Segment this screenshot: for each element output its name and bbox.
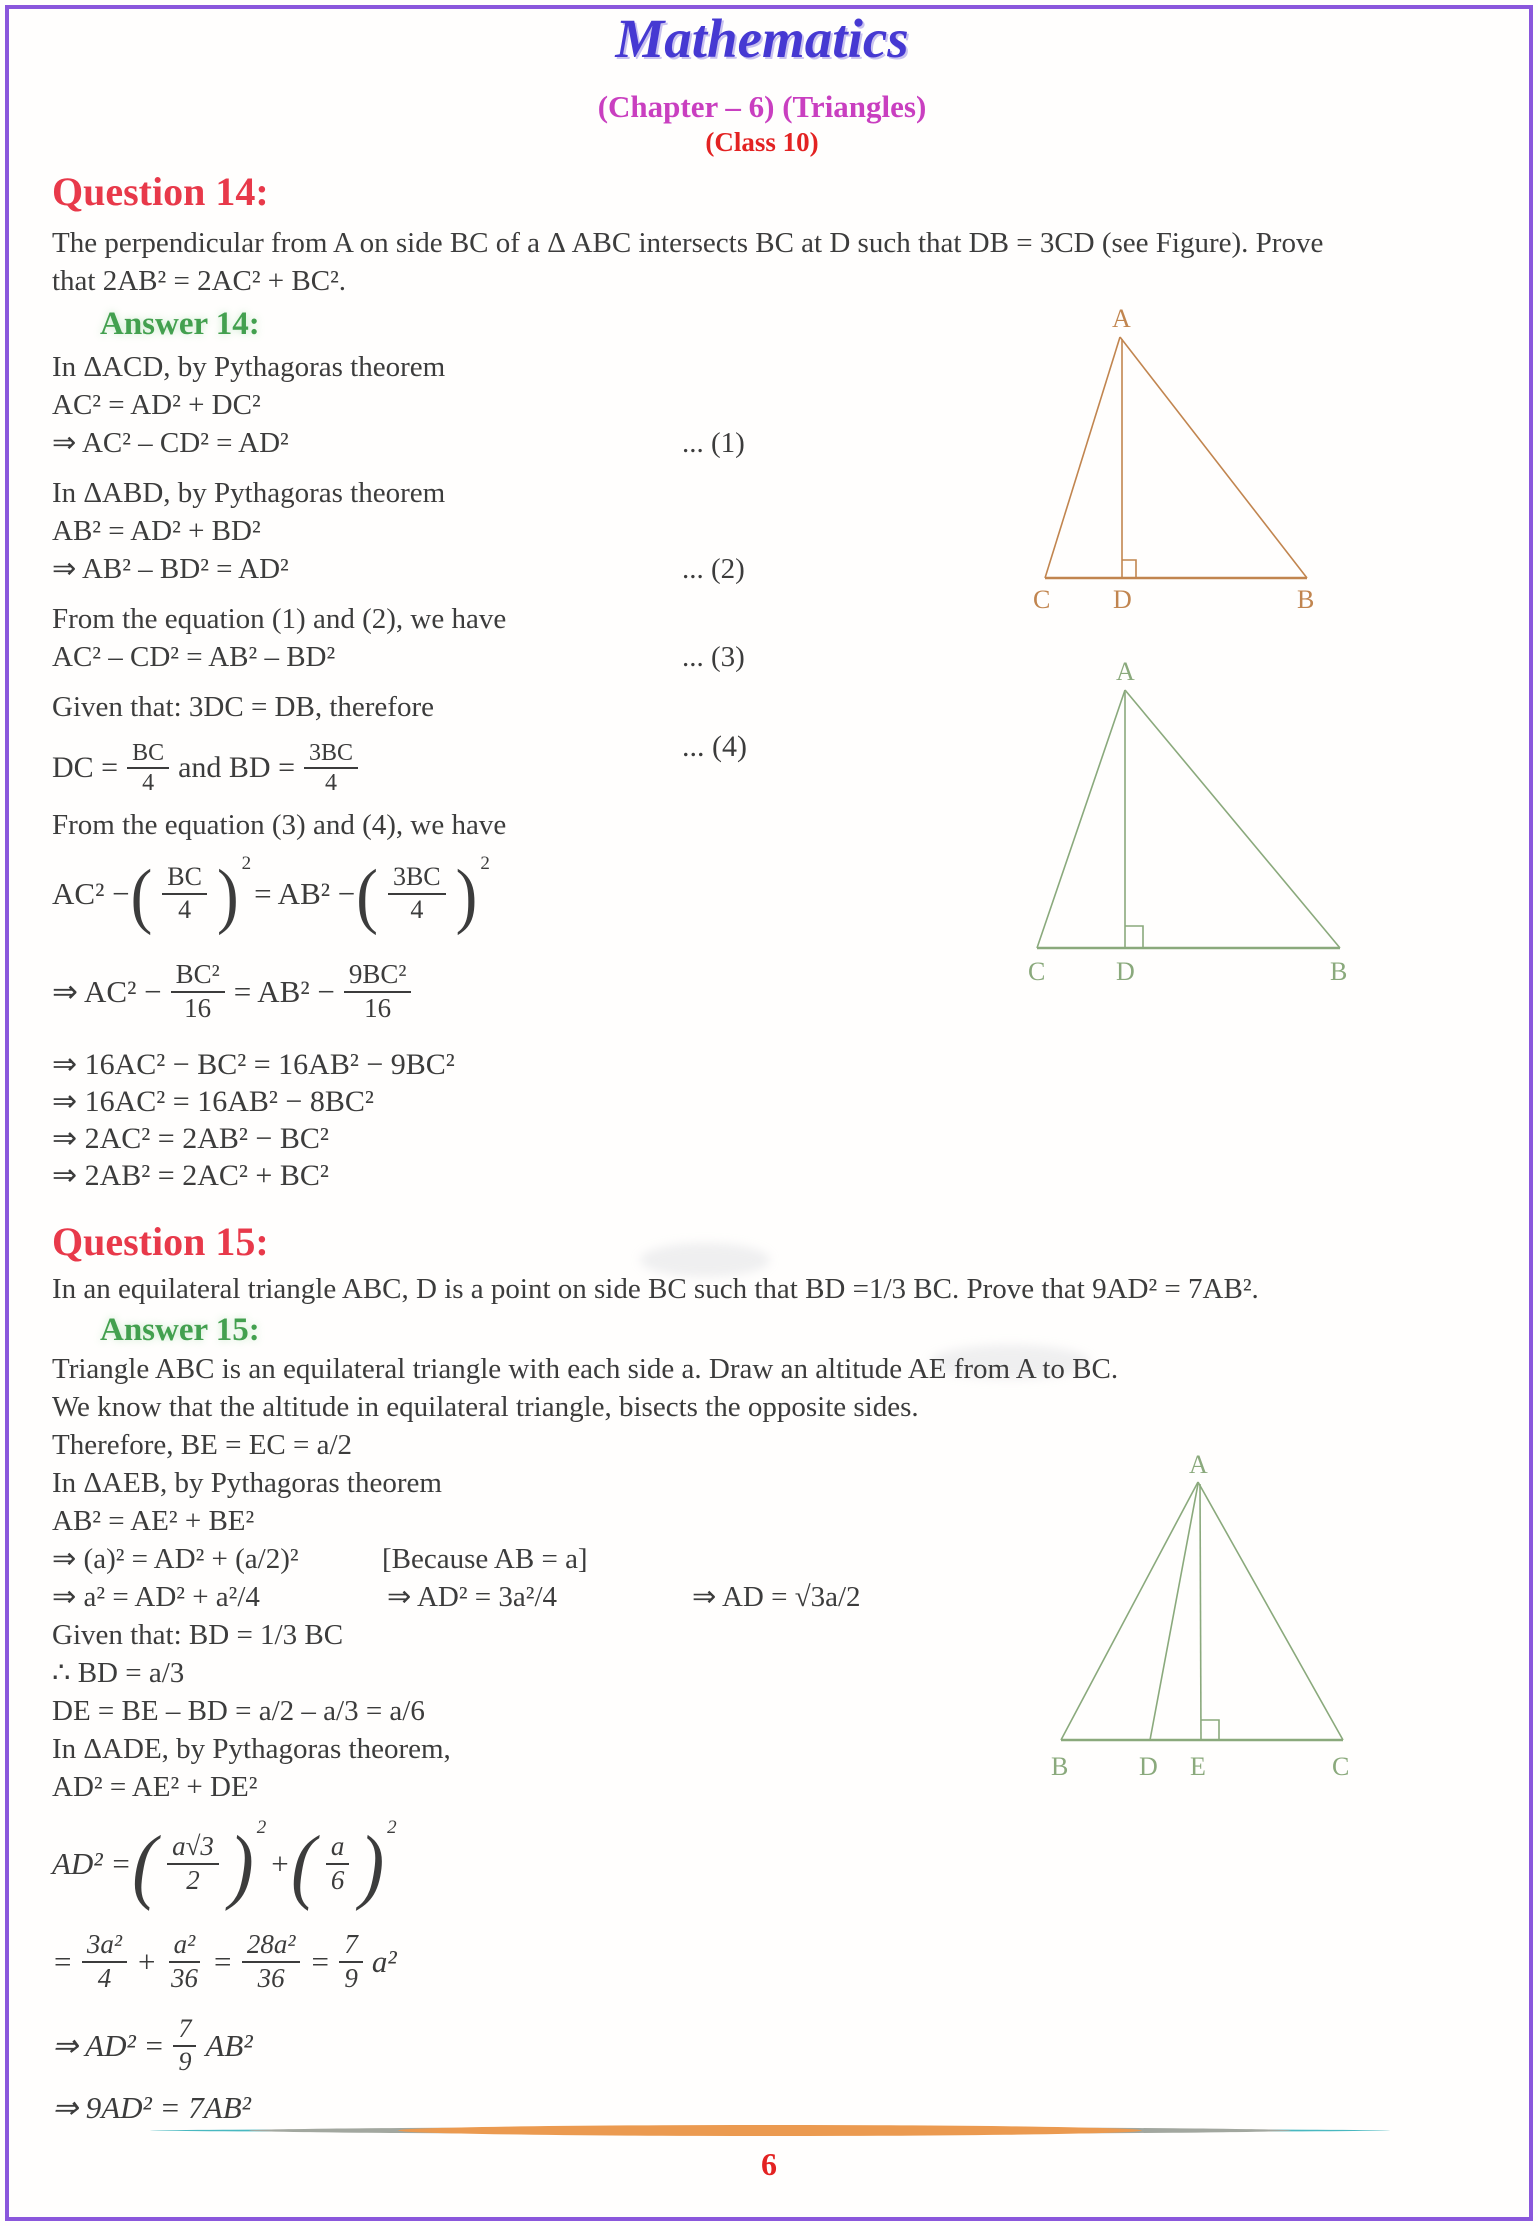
right-angle-mark	[1201, 1720, 1219, 1740]
q15-line: Triangle ABC is an equilateral triangle with each side a. Draw an altitude AE from A to BC.	[52, 1353, 1119, 1385]
equation-ref-2: ... (2)	[682, 553, 745, 585]
fraction-denominator: 4	[142, 770, 155, 796]
math-text: AC² −	[52, 876, 130, 911]
fraction-numerator: 3a²	[82, 1929, 127, 1963]
fraction-numerator: 3BC	[304, 739, 358, 769]
q15-line: AB² = AE² + BE²	[52, 1505, 255, 1537]
q14-line: From the equation (3) and (4), we have	[52, 809, 507, 841]
class-subtitle: (Class 10)	[705, 127, 819, 157]
math-text: +	[269, 1846, 291, 1881]
exponent: 2	[256, 1817, 267, 1838]
exponent: 2	[241, 853, 252, 874]
side-ab	[1120, 337, 1307, 578]
q15-equation: ⇒ AD = √3a/2	[692, 1581, 861, 1613]
figure-q14-triangle-2	[1008, 650, 1358, 995]
fraction-numerator: 3BC	[388, 862, 446, 895]
fraction	[388, 862, 446, 925]
fraction	[339, 1929, 363, 1995]
vertex-label-e: E	[1190, 1752, 1206, 1781]
fraction	[326, 1831, 350, 1897]
side-ca	[1045, 337, 1120, 578]
math-text: = AB² −	[254, 876, 356, 911]
answer-15-heading: Answer 15:	[100, 1312, 260, 1348]
fraction-denominator: 4	[410, 895, 424, 924]
q15-line: DE = BE – BD = a/2 – a/3 = a/6	[52, 1695, 425, 1727]
page-title: Mathematics	[615, 8, 909, 69]
q14-line: ⇒ 2AC² = 2AB² − BC²	[52, 1122, 329, 1155]
fraction-denominator: 9	[344, 1963, 358, 1993]
math-text: and BD =	[178, 751, 296, 784]
q15-line: ∴ BD = a/3	[52, 1657, 185, 1689]
q15-line: We know that the altitude in equilateral triangle, bisects the opposite sides.	[52, 1391, 919, 1423]
fraction-denominator: 16	[184, 993, 212, 1023]
fraction-numerator: 7	[173, 2014, 196, 2047]
fraction-denominator: 4	[178, 895, 192, 924]
math-text: =	[211, 1944, 233, 1979]
equation-ref-4: ... (4)	[682, 730, 747, 763]
fraction	[173, 2014, 196, 2077]
side-ac	[1198, 1482, 1343, 1740]
equation-ref-3: ... (3)	[682, 641, 745, 673]
answer-14-heading: Answer 14:	[100, 306, 260, 342]
q15-math-line-3	[52, 2008, 1472, 2084]
q14-line: ⇒ 16AC² − BC² = 16AB² − 9BC²	[52, 1048, 455, 1081]
vertex-label-c: C	[1033, 585, 1051, 614]
side-ab	[1125, 690, 1340, 948]
exponent: 2	[480, 853, 490, 874]
math-text: =	[309, 1944, 331, 1979]
q14-line: In ΔABD, by Pythagoras theorem	[52, 477, 446, 509]
math-text: AB²	[205, 2028, 253, 2063]
math-text: ⇒ AD² =	[52, 2028, 165, 2063]
q14-line: Given that: 3DC = DB, therefore	[52, 691, 434, 723]
q15-equation: ⇒ a² = AD² + a²/4	[52, 1581, 260, 1613]
fraction-numerator: BC	[162, 862, 207, 895]
q15-math-line-4: ⇒ 9AD² = 7AB²	[52, 2090, 251, 2125]
fraction	[171, 959, 225, 1025]
q15-line: Given that: BD = 1/3 BC	[52, 1619, 344, 1651]
q14-equation: ⇒ AB² – BD² = AD²	[52, 553, 289, 585]
side-ca	[1037, 690, 1125, 948]
fraction-numerator: 28a²	[242, 1929, 301, 1963]
q15-equation: ⇒ (a)² = AD² + (a/2)²	[52, 1543, 299, 1575]
fraction-numerator: 9BC²	[344, 959, 412, 993]
fraction-denominator: 36	[257, 1963, 285, 1993]
fraction-denominator: 6	[330, 1865, 345, 1895]
page-number: 6	[761, 2146, 777, 2182]
q14-line: ⇒ 2AB² = 2AC² + BC²	[52, 1159, 329, 1192]
fraction	[82, 1929, 127, 1995]
fraction	[304, 739, 358, 798]
q15-math-line-2	[52, 1918, 1472, 2006]
right-angle-mark	[1125, 926, 1143, 948]
fraction-numerator: a	[326, 1831, 350, 1865]
fraction-numerator: BC	[127, 739, 169, 769]
question-15-heading: Question 15:	[52, 1219, 269, 1264]
vertex-label-a: A	[1112, 304, 1131, 333]
side-ba	[1061, 1482, 1198, 1740]
exponent: 2	[387, 1817, 397, 1838]
cevian-ad	[1150, 1484, 1198, 1740]
fraction	[242, 1929, 301, 1995]
chapter-subtitle: (Chapter – 6) (Triangles)	[597, 89, 927, 124]
fraction	[162, 862, 207, 925]
vertex-label-a: A	[1116, 657, 1135, 686]
q14-equation: AC² – CD² = AB² – BD²	[52, 641, 336, 673]
math-text: +	[136, 1944, 157, 1979]
fraction-numerator: a√3	[167, 1831, 219, 1865]
footer-divider	[150, 2122, 1390, 2138]
figure-q14-triangle-1	[1015, 295, 1325, 620]
altitude-ae	[1200, 1484, 1201, 1740]
fraction	[344, 959, 412, 1025]
figure-q15-triangle	[1038, 1425, 1368, 1790]
vertex-label-b: B	[1297, 585, 1315, 614]
q15-line: AD² = AE² + DE²	[52, 1771, 258, 1803]
q14-body-line-1: The perpendicular from A on side BC of a Δ ABC intersects BC at D such that DB = 3CD (see Figure). Prove	[52, 227, 1324, 259]
math-text: =	[52, 1944, 73, 1979]
fraction	[127, 739, 169, 798]
fraction-denominator: 9	[178, 2047, 192, 2076]
q14-line: AB² = AD² + BD²	[52, 515, 261, 547]
q15-math-line-1: AD² = ( $\frac{a√3}{2}$ ) 2 + ( $\frac{a}{6}$ ) 2	[52, 1817, 397, 1912]
vertex-label-b: B	[1330, 957, 1348, 986]
math-text: a²	[371, 1944, 397, 1979]
divider-orange-lens	[398, 2125, 1142, 2136]
q14-line: In ΔACD, by Pythagoras theorem	[52, 351, 446, 383]
math-text: = AB² −	[233, 974, 335, 1009]
vertex-label-d: D	[1113, 585, 1132, 614]
vertex-label-d: D	[1116, 957, 1135, 986]
vertex-label-b: B	[1051, 1752, 1069, 1781]
fraction-denominator: 4	[325, 770, 338, 796]
fraction-denominator: 16	[364, 993, 392, 1023]
q14-equation: ⇒ AC² – CD² = AD²	[52, 427, 289, 459]
fraction-denominator: 36	[170, 1963, 198, 1993]
vertex-label-a: A	[1189, 1450, 1208, 1479]
q15-body-line: In an equilateral triangle ABC, D is a point on side BC such that BD =1/3 BC. Prove that 9AD² = 7AB².	[52, 1273, 1259, 1305]
q14-line: AC² = AD² + DC²	[52, 389, 261, 421]
q15-equation: ⇒ AD² = 3a²/4	[387, 1581, 558, 1613]
fraction-denominator: 4	[97, 1963, 112, 1993]
equation-note: [Because AB = a]	[382, 1543, 588, 1575]
vertex-label-d: D	[1139, 1752, 1158, 1781]
math-text: DC =	[52, 751, 119, 784]
q14-line: ⇒ 16AC² = 16AB² − 8BC²	[52, 1085, 374, 1118]
question-14-heading: Question 14:	[52, 169, 269, 214]
equation-ref-1: ... (1)	[682, 427, 745, 459]
fraction-numerator: BC²	[171, 959, 225, 993]
fraction-numerator: a²	[169, 1929, 201, 1963]
right-angle-mark	[1122, 560, 1136, 578]
fraction	[167, 1831, 219, 1897]
q14-big-equation: AC² − ( $\frac{BC}{4}$ ) 2 = AB² − ( $\frac{3BC}{4}$ ) 2	[52, 853, 490, 937]
q15-line: In ΔAEB, by Pythagoras theorem	[52, 1467, 442, 1499]
q14-line: From the equation (1) and (2), we have	[52, 603, 507, 635]
math-text: ⇒ AC² −	[52, 974, 162, 1009]
q14-body-line-2: that 2AB² = 2AC² + BC².	[52, 265, 347, 297]
math-text: AD² =	[52, 1846, 132, 1881]
q15-line: Therefore, BE = EC = a/2	[52, 1429, 353, 1461]
fraction-numerator: 7	[339, 1929, 363, 1963]
fraction-denominator: 2	[186, 1865, 200, 1895]
vertex-label-c: C	[1332, 1752, 1350, 1781]
vertex-label-c: C	[1028, 957, 1046, 986]
fraction	[166, 1929, 203, 1995]
q15-line: In ΔADE, by Pythagoras theorem,	[52, 1733, 451, 1765]
